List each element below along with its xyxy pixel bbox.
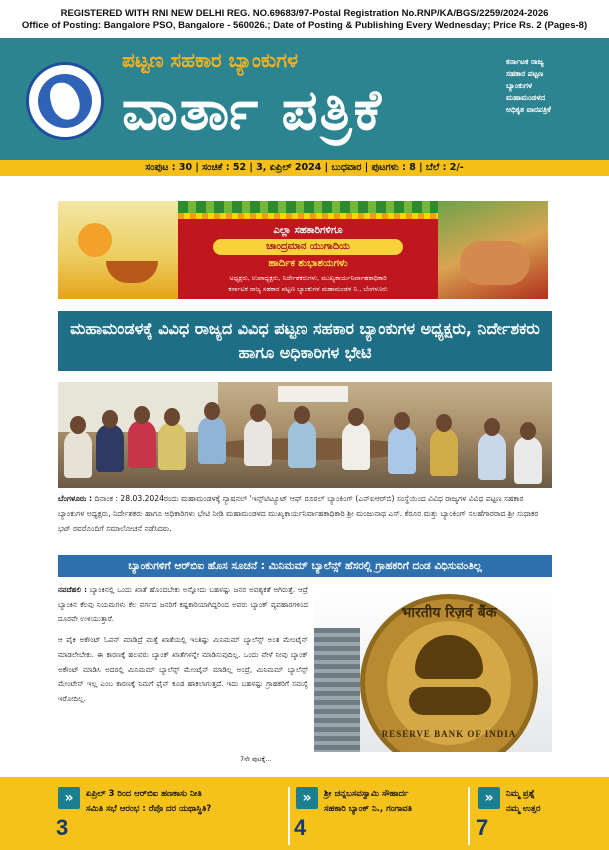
footer-page-number: 4: [294, 815, 307, 840]
masthead-tagline: [506, 56, 602, 116]
photo-head: [164, 408, 180, 426]
banner-from-line-1: ಅಧ್ಯಕ್ಷರು, ಉಪಾಧ್ಯಕ್ಷರು, ನಿರ್ದೇಶಕರುಗಳು, ಮುಖ್ಯಕಾರ್ಯನಿರ್ವಾಹಕಾಧಿಕಾರಿ: [229, 274, 387, 282]
masthead-subtitle: ಪಟ್ಟಣ ಸಹಕಾರ ಬ್ಯಾಂಕುಗಳ: [122, 48, 298, 72]
photo-head: [436, 414, 452, 432]
photo-person: [158, 422, 186, 470]
rbi-emblem: [360, 594, 538, 752]
caption-text: ದಿನಾಂಕ : 28.03.2024ರಂದು ಮಹಾಮಂಡಳಕ್ಕೆ ನ್ಯಾಷನಲ್ 'ಇನ್ಸ್‌ಟಿಟ್ಯೂಟ್ ಆಫ್ ರೂರಲ್ ಬ್ಯಾಂಕಿಂಗ್ (ಎನ್‌ಐಆರ್‌ಬಿ) ಸಂಸ್ಥೆಯಿಂದ ವಿವಿಧ ರಾಜ್ಯಗಳ ವಿವಿಧ ಪಟ್ಟಣ ಸಹಕಾರ ಬ್ಯಾಂಕುಗಳ ಅಧ್ಯಕ್ಷರು, ನಿರ್ದೇಶಕರು ಹಾಗೂ ಅಧಿಕಾರಿಗಳು ಭೇಟಿ ನೀಡಿ ಮಹಾಮಂಡಳದ ಮುಖ್ಯಕಾರ್ಯನಿರ್ವಾಹಕಾಧಿಕಾರಿ ಶ್ರೀ ಮಂಜುನಾಥ ಎಸ್. ಕೆರೂರ ಮತ್ತು ಬ್ಯಾಂಕಿಂಗ್ ಸಲಹೆಗಾರರಾದ ಶ್ರೀ ಸುಧಾಕರ ಭಟ್ ರವರೊಂದಿಗೆ ಸಮಾಲೋಚನೆ ನಡೆಸಿದರು.: [58, 494, 539, 533]
news-paragraph: [58, 583, 308, 627]
flower-garland: [178, 213, 438, 219]
tagline-line: ಕರ್ನಾಟಕ ರಾಜ್ಯ: [506, 57, 544, 66]
photo-person: [244, 418, 272, 466]
photo-person: [64, 430, 92, 478]
bowl-icon: [106, 261, 158, 283]
masthead: [0, 38, 609, 160]
chevron-right-icon: »: [296, 787, 318, 809]
tagline-line: ಮಹಾಮಂಡಳದ: [506, 93, 546, 102]
photo-person: [342, 422, 370, 470]
issue-info-bar: ಸಂಪುಟ : 30 | ಸಂಚಿಕೆ : 52 | 3, ಏಪ್ರಿಲ್ 2024 | ಬುಧವಾರ | ಪುಟಗಳು : 8 | ಬೆಲೆ : 2/-: [0, 160, 609, 176]
rbi-building: [314, 628, 360, 752]
footer-item-page-4[interactable]: [296, 785, 466, 845]
continued-on-page[interactable]: 7ನೇ ಪುಟಕ್ಕೆ...: [240, 755, 272, 763]
photo-air-conditioner: [278, 386, 348, 402]
footer-item-line-2: ಸಹಕಾರಿ ಬ್ಯಾಂಕ್ ನಿ., ಗಂಗಾವತಿ: [324, 804, 413, 814]
tagline-line: ಅಧಿಕೃತ ವಾರಪತ್ರಿಕೆ: [506, 105, 551, 114]
news-place: ನವದೆಹಲಿ :: [58, 585, 88, 594]
main-headline-box: [58, 311, 552, 371]
rbi-emblem-inner: [387, 621, 511, 745]
news-paragraph-2: ಆ ಪೈಕಿ ಅಕೌಂಟ್ ಓಪನ್ ಮಾಡಿದ್ರೆ ಮತ್ತೆ ಖಾತೆಯಲ್ಲಿ ಇಂತಿಷ್ಟು ಮಿನಿಮಮ್ ಬ್ಯಾಲೆನ್ಸ್ ಅಂತ ಮೇಂಟೈನ್ ಮಾಡಲೇಬೇಕು. ಈ ಕಾರಣಕ್ಕೆ ಹಲವರು ಬ್ಯಾಂಕ್ ಖಾತೆಗಳನ್ನೇ ಮಾಡಿಸುವುದಿಲ್ಲ. ಒಂದು ವೇಳೆ ನೀವು ಬ್ಯಾಂಕ್ ಅಕೌಂಟ್ ಮಾಡಿಸಿ ಅದರಲ್ಲಿ ಮಿನಿಮಮ್ ಬ್ಯಾಲೆನ್ಸ್ ಮೇಂಟೈನ್ ಮಾಡಿಲ್ಲ ಅಂದ್ರೆ, ಮಿನಿಮಮ್ ಬ್ಯಾಲೆನ್ಸ್ ಮೇಂಟೇನ್ ಇಲ್ಲ ಎಂಬ ಕಾರಣಕ್ಕೆ ನಿಮಗೆ ಫೈನ್ ಕೂಡ ಹಾಕಲಾಗುತ್ತದೆ. ಇದು ಬಹಳಷ್ಟು ಗ್ರಾಹಕರಿಗೆ ಸಮಸ್ಯೆ ಇರೋದಿಲ್ಲ.: [58, 635, 308, 703]
photo-person: [388, 426, 416, 474]
footer-item-text: [324, 787, 412, 817]
masthead-title: ವಾರ್ತಾ ಪತ್ರಿಕೆ: [122, 77, 384, 143]
footer-item-text: [506, 787, 541, 817]
hands-holding-pot-icon: [460, 241, 530, 285]
footer-item-text: [86, 787, 211, 817]
news-paragraph-1: ಬ್ಯಾಂಕಿನಲ್ಲಿ ಒಂದು ಖಾತೆ ಹೊಂದಬೇಕು ಅನ್ನೋದು ಬಹಳಷ್ಟು ಜನರ ಅವಶ್ಯಕತೆ ಆಗಿರುತ್ತೆ. ಆದ್ರೆ ಬ್ಯಾಂಕಿನ ಕೆಲವು ನಿಯಮಗಳು ಕೆಲ ವರ್ಗದ ಜನರಿಗೆ ಕಷ್ಟಕಾರಿಯಾಗಿದ್ದರಿಂದ ಅವರು ಬ್ಯಾಂಕ್ ವ್ಯವಹಾರಗಳಿಂದ ದೂರವೇ ಉಳಿಯುತ್ತಾರೆ.: [58, 585, 309, 624]
tagline-line: ಸಹಕಾರ ಪಟ್ಟಣ: [506, 69, 544, 78]
caption-place: ಬೆಂಗಳೂರು :: [58, 494, 93, 503]
footer-item-page-3[interactable]: [58, 785, 238, 845]
photo-head: [348, 408, 364, 426]
footer-item-page-7[interactable]: [478, 785, 598, 845]
registration-line-2: Office of Posting: Bangalore PSO, Bangalore - 560026.; Date of Posting & Publishing Every Wednesday; Price Rs. 2 (Pages-8): [21, 20, 588, 31]
banner-greeting: ಎಲ್ಲಾ ಸಹಕಾರಿಗಳಿಗೂ: [273, 225, 343, 236]
footer-page-number: 3: [56, 815, 69, 840]
footer-page-number: 7: [476, 815, 489, 840]
registration-header: [0, 8, 609, 32]
photo-person: [198, 416, 226, 464]
footer-item-line-2: ನಮ್ಮ ಉತ್ತರ: [506, 804, 541, 814]
photo-head: [294, 406, 310, 424]
photo-head: [520, 422, 536, 440]
banner-festive-image-left: [58, 201, 178, 299]
photo-head: [102, 410, 118, 428]
banner-festive-image-right: [438, 201, 548, 299]
tiger-icon: [409, 687, 491, 715]
footer-item-line-1: ಶ್ರೀ ಚನ್ನಬಸವಸ್ವಾಮಿ ಸೌಹಾರ್ದ: [324, 789, 409, 799]
chevron-right-icon: »: [478, 787, 500, 809]
ugadi-greeting-banner: [58, 201, 548, 299]
photo-head: [484, 418, 500, 436]
rbi-hindi-text: भारतीय रिज़र्व बैंक: [401, 605, 497, 621]
banner-wishes: ಹಾರ್ದಿಕ ಶುಭಾಶಯಗಳು: [268, 258, 348, 269]
rbi-english-text: RESERVE BANK OF INDIA: [381, 729, 517, 739]
footer-divider: [468, 787, 470, 845]
photo-person: [128, 420, 156, 468]
photo-person: [288, 420, 316, 468]
banner-festival-name: ಚಾಂದ್ರಮಾನ ಯುಗಾದಿಯ: [213, 239, 403, 255]
photo-person: [514, 436, 542, 484]
news-article-body: [58, 583, 308, 713]
footer-divider: [288, 787, 290, 845]
news-headline: ಬ್ಯಾಂಕುಗಳಿಗೆ ಆರ್‌ಬಿಐ ಹೊಸ ಸೂಚನೆ : ಮಿನಿಮಮ್ ಬ್ಯಾಲೆನ್ಸ್ ಹೆಸರಲ್ಲಿ ಗ್ರಾಹಕರಿಗೆ ದಂಡ ವಿಧಿಸುವಂತಿಲ್ಲ: [128, 560, 482, 572]
photo-caption: [58, 491, 552, 536]
footer-item-line-1: ಏಪ್ರಿಲ್ 3 ರಿಂದ ಆರ್‌ಬಿಐ ಹಣಕಾಸು ನೀತಿ: [86, 789, 202, 799]
news-headline-band: [58, 555, 552, 577]
mango-icon: [78, 223, 112, 257]
registration-line-1: REGISTERED WITH RNI NEW DELHI REG. NO.69683/97-Postal Registration No.RNP/KA/BGS/2259/2024-2026: [60, 8, 549, 19]
photo-person: [96, 424, 124, 472]
karnataka-map-icon: [47, 80, 82, 123]
palm-tree-icon: [415, 635, 483, 679]
meeting-photo: [58, 382, 552, 488]
photo-head: [134, 406, 150, 424]
mango-leaf-garland: [178, 201, 438, 213]
seal-center: [38, 74, 92, 128]
footer-item-line-2: ಸಮಿತಿ ಸಭೆ ಆರಂಭ : ರೆಪೊ ದರ ಯಥಾಸ್ಥಿತಿ?: [86, 804, 212, 814]
photo-head: [204, 402, 220, 420]
main-headline: ಮಹಾಮಂಡಳಕ್ಕೆ ವಿವಿಧ ರಾಜ್ಯದ ವಿವಿಧ ಪಟ್ಟಣ ಸಹಕಾರ ಬ್ಯಾಂಕುಗಳ ಅಧ್ಯಕ್ಷರು, ನಿರ್ದೇಶಕರು ಹಾಗೂ ಅಧಿಕಾರಿಗಳ ಭೇಟಿ: [70, 319, 540, 362]
photo-person: [430, 428, 458, 476]
photo-head: [394, 412, 410, 430]
footer-item-line-1: ನಿಮ್ಮ ಪ್ರಶ್ನೆ: [506, 789, 535, 799]
rbi-emblem-photo: [314, 588, 552, 752]
photo-person: [478, 432, 506, 480]
banner-from-line-2: ಕರ್ನಾಟಕ ರಾಜ್ಯ ಸಹಕಾರ ಪಟ್ಟಣ ಬ್ಯಾಂಕುಗಳ ಮಹಾಮಂಡಳ ನಿ., ಬೆಂಗಳೂರು: [228, 285, 388, 293]
footer-index-bar: [0, 777, 609, 850]
chevron-right-icon: »: [58, 787, 80, 809]
federation-seal-logo: [26, 62, 104, 140]
photo-head: [250, 404, 266, 422]
photo-head: [70, 416, 86, 434]
tagline-line: ಬ್ಯಾಂಕುಗಳ: [506, 81, 533, 90]
